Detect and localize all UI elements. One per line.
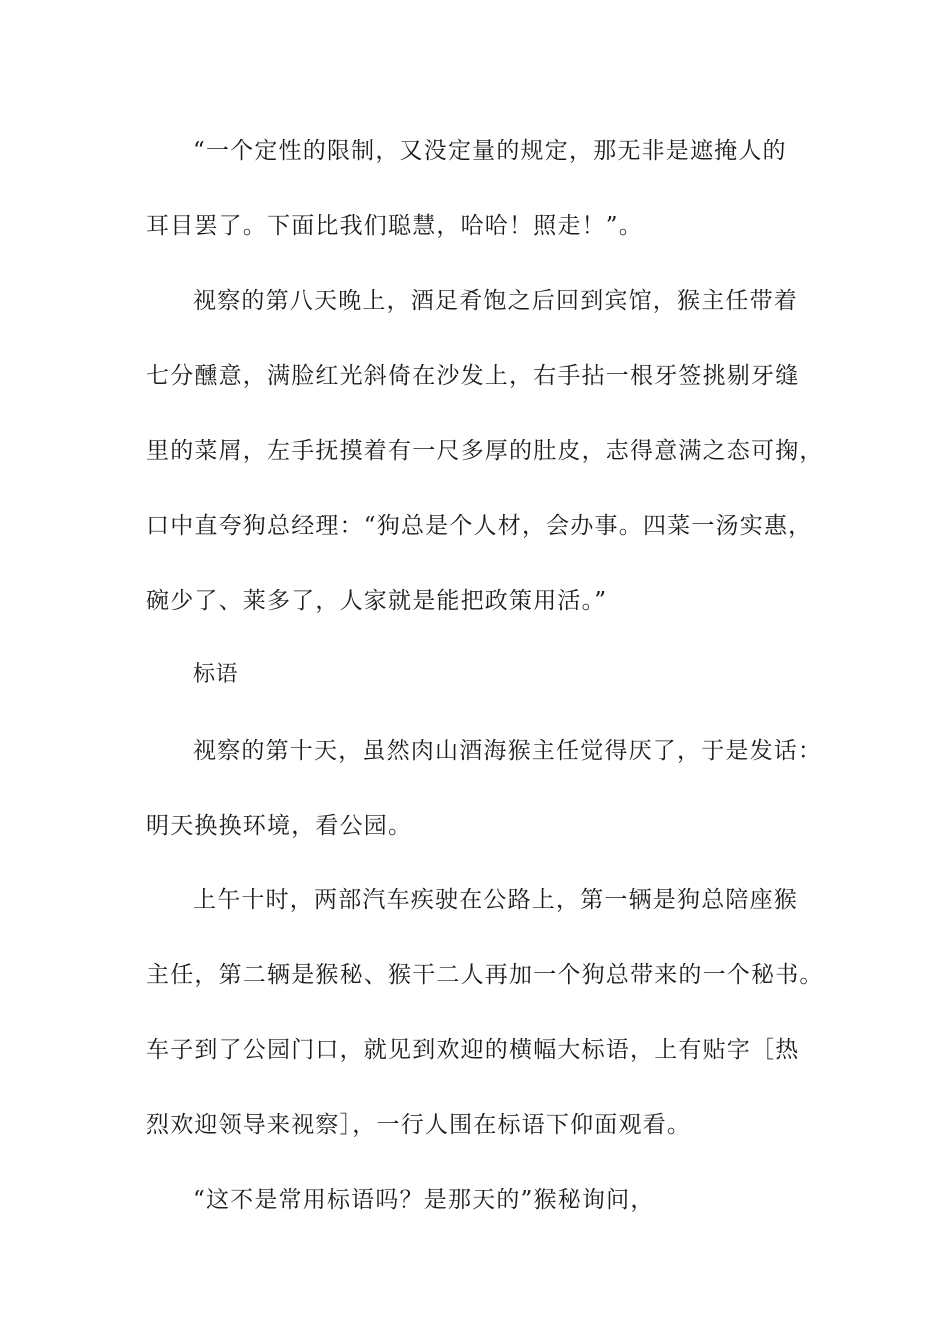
paragraph-line: 七分醺意，满脸红光斜倚在沙发上，右手拈一根牙签挑剔牙缝	[146, 363, 800, 389]
paragraph-line: 视察的第十天，虽然肉山酒海猴主任觉得厌了，于是发话：	[193, 738, 823, 764]
paragraph-line: 上午十时，两部汽车疾驶在公路上，第一辆是狗总陪座猴	[193, 887, 798, 913]
paragraph-line: 里的菜屑，左手抚摸着有一尺多厚的肚皮，志得意满之态可掬，	[146, 438, 824, 464]
paragraph-line: 烈欢迎领导来视察］，一行人围在标语下仰面观看。	[146, 1112, 692, 1138]
paragraph-line: 碗少了、莱多了，人家就是能把政策用活。”	[146, 588, 608, 614]
paragraph-line: 车子到了公园门口，就见到欢迎的横幅大标语，上有贴字［热	[146, 1037, 800, 1063]
paragraph-line: 视察的第八天晚上，酒足肴饱之后回到宾馆，猴主任带着	[193, 288, 798, 314]
paragraph-line: 主任，第二辆是猴秘、猴干二人再加一个狗总带来的一个秘书。	[146, 962, 824, 988]
paragraph-line: 口中直夸狗总经理：“狗总是个人材，会办事。四菜一汤实惠，	[146, 513, 813, 539]
paragraph-line: 耳目罢了。下面比我们聪慧，哈哈！照走！”。	[146, 213, 643, 239]
paragraph-line: “这不是常用标语吗？是那天的”猴秘询问，	[193, 1187, 655, 1213]
paragraph-line: “一个定性的限制，又没定量的规定，那无非是遮掩人的	[193, 138, 787, 164]
section-heading: 标语	[193, 662, 239, 687]
paragraph-line: 明天换换环境，看公园。	[146, 813, 413, 839]
